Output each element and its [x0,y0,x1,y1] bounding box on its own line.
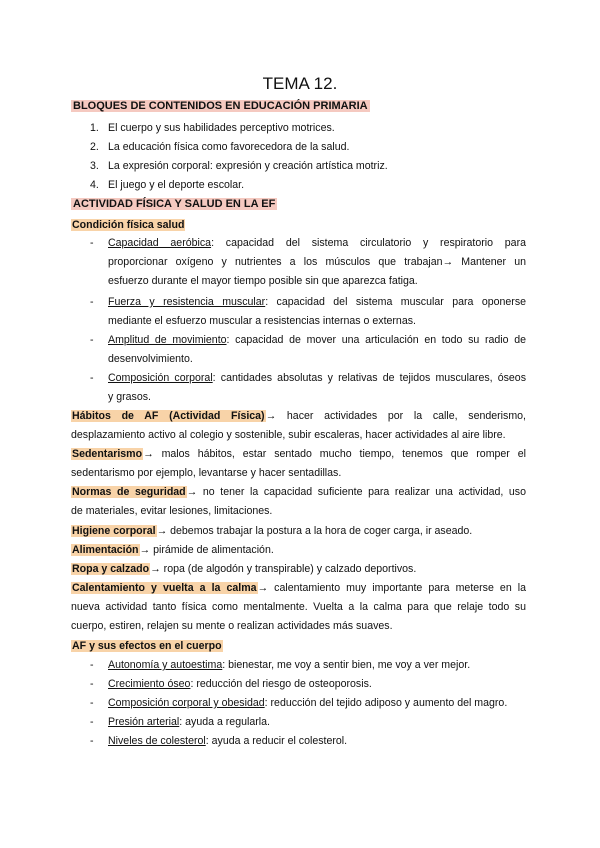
dash-bullet: - [90,659,94,671]
paragraph-ropa: Ropa y calzado→ ropa (de algodón y transpirable) y calzado deportivos. [72,563,417,575]
paragraph-alimentacion: Alimentación→ pirámide de alimentación. [72,544,274,556]
section-heading-actividad: ACTIVIDAD FÍSICA Y SALUD EN LA EF [73,198,276,210]
list-item: 1. El cuerpo y sus habilidades perceptivo motrices. [90,122,335,134]
list-item: 4. El juego y el deporte escolar. [90,179,245,191]
list-item: 3. La expresión corporal: expresión y creación artística motriz. [90,160,388,172]
dash-bullet: - [90,697,94,709]
dash-bullet: - [90,296,94,308]
dash-bullet: - [90,735,94,747]
paragraph-sedentarismo: Sedentarismo→ malos hábitos, estar sentado mucho tiempo, tenemos que romper el sedentarismo por ejemplo, levantarse y hacer sentadillas. [71,448,526,479]
section-heading-bloques: BLOQUES DE CONTENIDOS EN EDUCACIÓN PRIMARIA [73,100,368,112]
paragraph-habitos: Hábitos de AF (Actividad Física)→ hacer actividades por la calle, senderismo, desplazamiento activo al colegio y sostenible, subir escaleras, hacer actividades al aire libre. [71,410,526,441]
list-item: Composición corporal: cantidades absolutas y relativas de tejidos musculares, óseos y grasos. [108,372,527,403]
dash-bullet: - [90,237,94,249]
list-item: Fuerza y resistencia muscular: capacidad del sistema muscular para oponerse mediante el esfuerzo muscular a resistencias internas o externas. [108,296,527,327]
paragraph-normas: Normas de seguridad→ no tener la capacidad suficiente para realizar una actividad, uso de materiales, evitar lesiones, limitaciones. [71,486,526,517]
dash-bullet: - [90,678,94,690]
list-item: Autonomía y autoestima: bienestar, me voy a sentir bien, me voy a ver mejor. [108,659,471,671]
paragraph-higiene: Higiene corporal→ debemos trabajar la postura a la hora de coger carga, ir aseado. [72,525,473,537]
subheading-condicion: Condición física salud [72,219,185,231]
dash-bullet: - [90,716,94,728]
list-item: Niveles de colesterol: ayuda a reducir el colesterol. [108,735,348,747]
list-item: Amplitud de movimiento: capacidad de mover una articulación en todo su radio de desenvolvimiento. [108,334,526,365]
list-item: Presión arterial: ayuda a regularla. [108,716,270,728]
dash-bullet: - [90,372,94,384]
paragraph-calentamiento: Calentamiento y vuelta a la calma→ calentamiento muy importante para meterse en la nueva actividad tanto física como mentalmente. Vuelta a la calma para que relaje todo su cuerpo, estiren, relajen su mente o realizan actividades más suaves. [71,582,527,632]
list-item: Composición corporal y obesidad: reducción del tejido adiposo y aumento del magro. [108,697,508,709]
page-title: TEMA 12. [262,74,338,93]
list-item: Crecimiento óseo: reducción del riesgo de osteoporosis. [108,678,372,690]
list-item: 2. La educación física como favorecedora de la salud. [90,141,350,153]
dash-bullet: - [90,334,94,346]
list-item: Capacidad aeróbica: capacidad del sistema circulatorio y respiratorio para proporcionar oxígeno y nutrientes a los músculos que trabajan→ Mantener un esfuerzo durante el mayor tiempo posible sin que aparezca fatiga. [108,237,526,287]
subheading-efectos: AF y sus efectos en el cuerpo [72,640,222,652]
